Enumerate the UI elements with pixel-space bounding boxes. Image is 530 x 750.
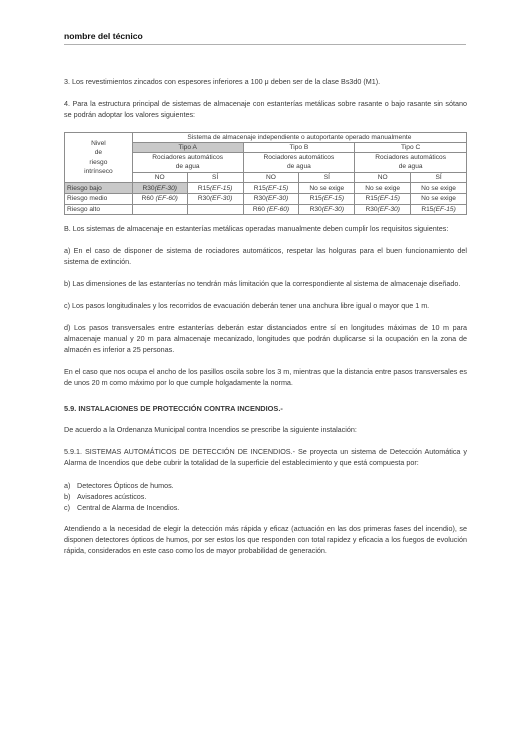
paragraph-a-item: a) En el caso de disponer de sistema de rociadores automáticos, respetar las holguras para el buen funcionamiento del sistema de extinción. — [64, 246, 467, 267]
table-cell: R30(EF-30) — [355, 204, 411, 215]
tipo-b-header: Tipo B — [243, 142, 355, 152]
table-cell: R15(EF-15) — [187, 183, 243, 194]
equipment-list — [64, 480, 467, 513]
document-body — [64, 77, 467, 557]
paragraph-3: 3. Los revestimientos zincados con espesores inferiores a 100 μ deben ser de la clase Bs3d0 (M1). — [64, 77, 381, 86]
table-cell: R15(EF-15) — [299, 194, 355, 205]
list-item: a) Detectores Ópticos de humos. — [64, 481, 174, 491]
list-item: b) Avisadores acústicos. — [64, 492, 147, 502]
rociadores-header-b: Rociadores automáticos de agua — [243, 152, 355, 172]
nivel-header: Nivel de riesgo intrínseco — [65, 132, 133, 183]
paragraph-b: B. Los sistemas de almacenaje en estanterías metálicas operadas manualmente deben cumplir los requisitos siguientes: — [64, 224, 449, 234]
table-cell — [187, 204, 243, 215]
table-cell: No se exige — [299, 183, 355, 194]
paragraph-deteccion: 5.9.1. SISTEMAS AUTOMÁTICOS DE DETECCIÓN DE INCENDIOS.- Se proyecta un sistema de Detección Automática y Alarma de Incendios que debe cubrir la totalidad de la superficie del establecimiento y que está compuesta por: — [64, 447, 467, 468]
list-item: c) Central de Alarma de Incendios. — [64, 503, 180, 513]
table-cell: R30(EF-30) — [243, 194, 299, 205]
page-header: nombre del técnico — [64, 31, 466, 45]
table-row — [65, 183, 467, 194]
table-cell: R15(EF-15) — [355, 194, 411, 205]
row-label: Riesgo medio — [65, 194, 133, 205]
table-cell: R15(EF-15) — [243, 183, 299, 194]
fire-resistance-table — [64, 132, 467, 216]
paragraph-conclusion: En el caso que nos ocupa el ancho de los pasillos oscila sobre los 3 m, mientras que la distancia entre pasos transversales es de unos 20 m como máximo por lo que cumple holgadamente la norma. — [64, 366, 467, 387]
table-cell — [132, 204, 187, 215]
table-row — [65, 194, 467, 205]
table-cell: No se exige — [411, 194, 467, 205]
si-header: SÍ — [187, 172, 243, 183]
table-cell: R60 (EF-60) — [132, 194, 187, 205]
row-label: Riesgo alto — [65, 204, 133, 215]
si-header: SÍ — [299, 172, 355, 183]
paragraph-ordenanza: De acuerdo a la Ordenanza Municipal contra Incendios se prescribe la siguiente instalación: — [64, 425, 357, 435]
table-cell: R30(EF-30) — [132, 183, 187, 194]
paragraph-d-item: d) Los pasos transversales entre estanterías deberán estar distanciados entre sí en longitudes máximas de 10 m para almacenaje manual y 20 m para almacenaje mecanizado, longitudes que podrán duplicarse si la ocupación en la zona de almacén es inferior a 25 personas. — [64, 323, 467, 354]
rociadores-header-a: Rociadores automáticos de agua — [132, 152, 243, 172]
table-cell: No se exige — [411, 183, 467, 194]
table-cell: No se exige — [355, 183, 411, 194]
table-cell: R30(EF-30) — [187, 194, 243, 205]
no-header: NO — [355, 172, 411, 183]
tipo-c-header: Tipo C — [355, 142, 467, 152]
no-header: NO — [132, 172, 187, 183]
paragraph-c-item: c) Los pasos longitudinales y los recorridos de evacuación deberán tener una anchura libre igual o mayor que 1 m. — [64, 301, 430, 311]
rociadores-header-c: Rociadores automáticos de agua — [355, 152, 467, 172]
tipo-a-header: Tipo A — [132, 142, 243, 152]
section-title: 5.9. INSTALACIONES DE PROTECCIÓN CONTRA INCENDIOS.- — [64, 403, 283, 413]
table-row — [65, 204, 467, 215]
paragraph-b-item: b) Las dimensiones de las estanterías no tendrán más limitación que la correspondiente al sistema de almacenaje diseñado. — [64, 279, 461, 289]
no-header: NO — [243, 172, 299, 183]
table-cell: R30(EF-30) — [299, 204, 355, 215]
table-cell: R15(EF-15) — [411, 204, 467, 215]
si-header: SÍ — [411, 172, 467, 183]
paragraph-4: 4. Para la estructura principal de sistemas de almacenaje con estanterías metálicas sobre rasante o bajo rasante sin sótano se podrán adoptar los valores siguientes: — [64, 98, 467, 119]
paragraph-final: Atendiendo a la necesidad de elegir la detección más rápida y eficaz (actuación en las dos primeras fases del incendio), se disponen detectores ópticos de humos, por ser estos los que responden con total rapidez y eficacia a los fuegos de evolución rápida, considerados en este caso como los de mayor probabilidad de generación. — [64, 524, 467, 555]
system-header: Sistema de almacenaje independiente o autoportante operado manualmente — [132, 132, 466, 142]
table-cell: R60 (EF-60) — [243, 204, 299, 215]
row-label: Riesgo bajo — [65, 183, 133, 194]
